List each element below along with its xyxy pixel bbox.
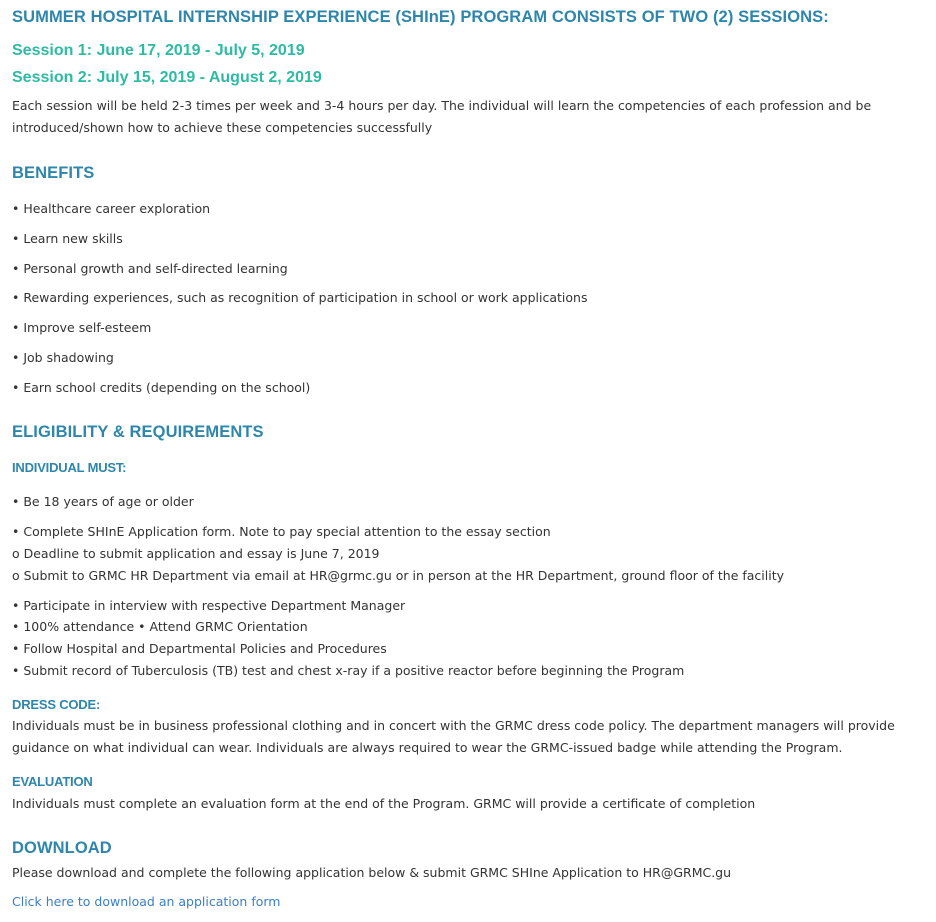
requirement-item: • 100% attendance • Attend GRMC Orientation [12,619,308,634]
download-application-link[interactable]: Click here to download an application form [12,894,281,909]
requirement-subitem: o Deadline to submit application and essay is June 7, 2019 [12,546,380,561]
download-title: DOWNLOAD [12,839,112,857]
requirement-item: • Complete SHInE Application form. Note to pay special attention to the essay section [12,524,551,539]
program-description: Each session will be held 2-3 times per week and 3-4 hours per day. The individual will learn the competencies of each profession and be introduced/shown how to achieve these competencies successfully [12,98,872,135]
evaluation-text: Individuals must complete an evaluation form at the end of the Program. GRMC will provide a certificate of completion [12,796,756,811]
dress-code-text: Individuals must be in business professional clothing and in concert with the GRMC dress code policy. The department managers will provide guidance on what individual can wear. Individuals are always required to wear the GRMC-issued badge while attending the Program. [12,718,895,755]
benefit-item: • Earn school credits (depending on the school) [12,380,311,395]
requirement-subitem: o Submit to GRMC HR Department via email at HR@grmc.gu or in person at the HR Department, ground floor of the facility [12,568,785,583]
session-2-dates: Session 2: July 15, 2019 - August 2, 2019 [12,69,322,86]
benefit-item: • Learn new skills [12,231,123,246]
benefit-item: • Job shadowing [12,350,114,365]
requirement-item: • Participate in interview with respective Department Manager [12,598,406,613]
requirement-item: • Submit record of Tuberculosis (TB) test and chest x-ray if a positive reactor before beginning the Program [12,663,685,678]
requirement-item: • Be 18 years of age or older [12,494,194,509]
download-text: Please download and complete the following application below & submit GRMC SHIne Application to HR@GRMC.gu [12,865,732,880]
benefit-item: • Personal growth and self-directed learning [12,261,288,276]
requirement-item: • Follow Hospital and Departmental Policies and Procedures [12,641,387,656]
benefit-item: • Healthcare career exploration [12,201,211,216]
session-1-dates: Session 1: June 17, 2019 - July 5, 2019 [12,42,305,59]
eligibility-title: ELIGIBILITY & REQUIREMENTS [12,423,264,441]
individual-must-title: INDIVIDUAL MUST: [12,460,127,475]
benefit-item: • Rewarding experiences, such as recognition of participation in school or work applications [12,290,588,305]
benefits-title: BENEFITS [12,164,95,182]
program-title: SUMMER HOSPITAL INTERNSHIP EXPERIENCE (SHInE) PROGRAM CONSISTS OF TWO (2) SESSIONS: [12,8,829,26]
benefit-item: • Improve self-esteem [12,320,152,335]
evaluation-title: EVALUATION [12,774,93,789]
dress-code-title: DRESS CODE: [12,697,101,712]
